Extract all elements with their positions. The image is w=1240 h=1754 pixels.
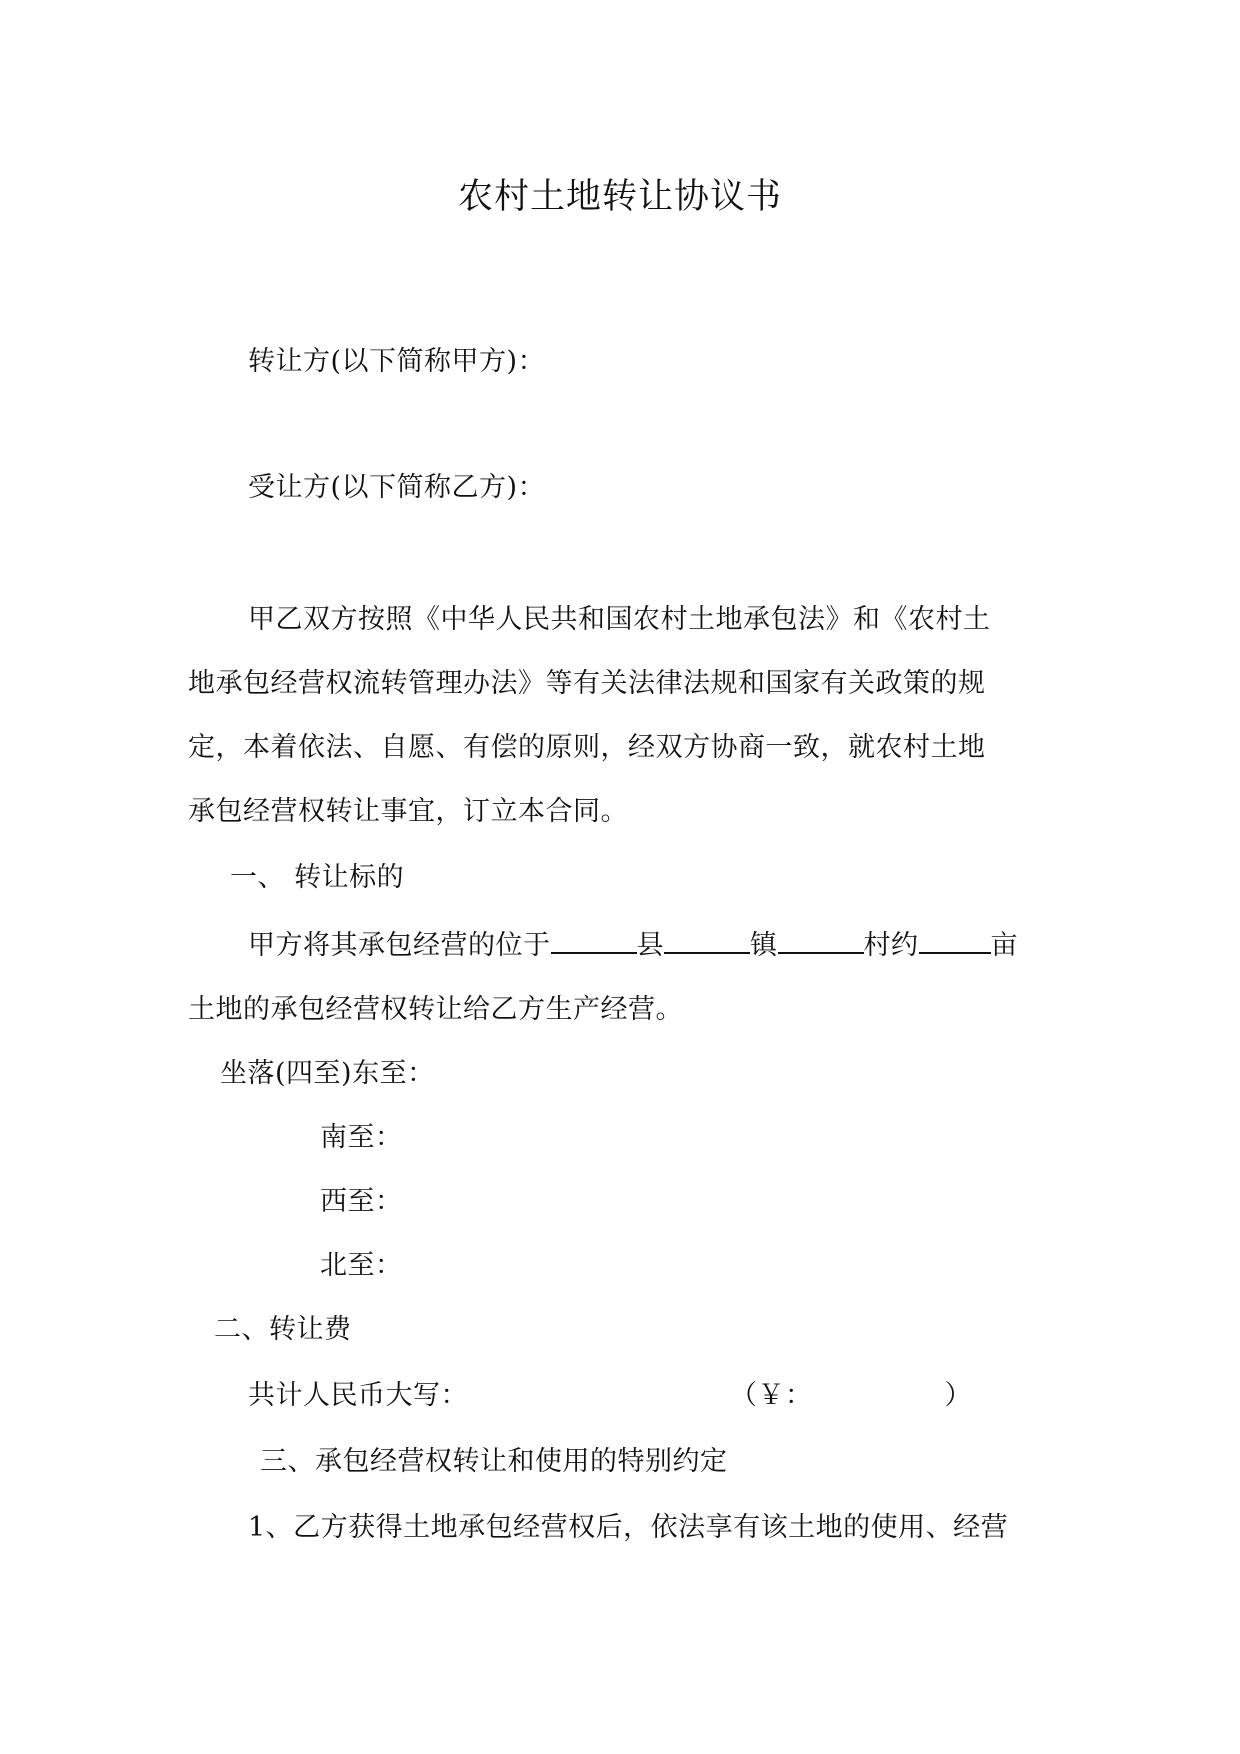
preamble-line-3: 定，本着依法、自愿、有偿的原则，经双方协商一致，就农村土地 [188, 732, 986, 763]
section2-heading: 二、转让费 [214, 1314, 352, 1345]
area-blank [919, 924, 991, 954]
transferee-line: 受让方(以下简称乙方)： [248, 472, 546, 503]
preamble-line-4: 承包经营权转让事宜，订立本合同。 [188, 796, 628, 827]
section1-subject-line-2: 土地的承包经营权转让给乙方生产经营。 [188, 994, 683, 1025]
subject-prefix: 甲方将其承包经营的位于 [248, 930, 551, 961]
yen-open: （￥： [730, 1380, 813, 1411]
preamble-line-1: 甲乙双方按照《中华人民共和国农村土地承包法》和《农村土 [248, 604, 991, 635]
section1-heading: 一、 转让标的 [230, 862, 405, 893]
transferor-line: 转让方(以下简称甲方)： [248, 346, 546, 377]
section3-item1: 1、乙方获得土地承包经营权后，依法享有该土地的使用、经营 [248, 1512, 1009, 1543]
county-label: 县 [636, 930, 664, 961]
town-blank [664, 924, 750, 954]
boundary-east: 坐落(四至)东至： [220, 1058, 435, 1089]
document-title: 农村土地转让协议书 [457, 177, 782, 217]
preamble-line-2: 地承包经营权流转管理办法》等有关法律法规和国家有关政策的规 [188, 668, 986, 699]
mu-label: 亩 [990, 930, 1018, 961]
town-label: 镇 [750, 930, 778, 961]
village-blank [778, 924, 864, 954]
county-blank [551, 924, 637, 954]
boundary-west: 西至： [320, 1186, 403, 1217]
boundary-north: 北至： [320, 1250, 403, 1281]
section1-subject-line [248, 924, 1018, 966]
boundary-south: 南至： [320, 1122, 403, 1153]
village-label: 村约 [863, 930, 919, 961]
amount-line [248, 1376, 972, 1416]
yen-close: ） [944, 1380, 972, 1411]
amount-label: 共计人民币大写： [248, 1380, 468, 1411]
section3-heading: 三、承包经营权转让和使用的特别约定 [260, 1446, 728, 1477]
